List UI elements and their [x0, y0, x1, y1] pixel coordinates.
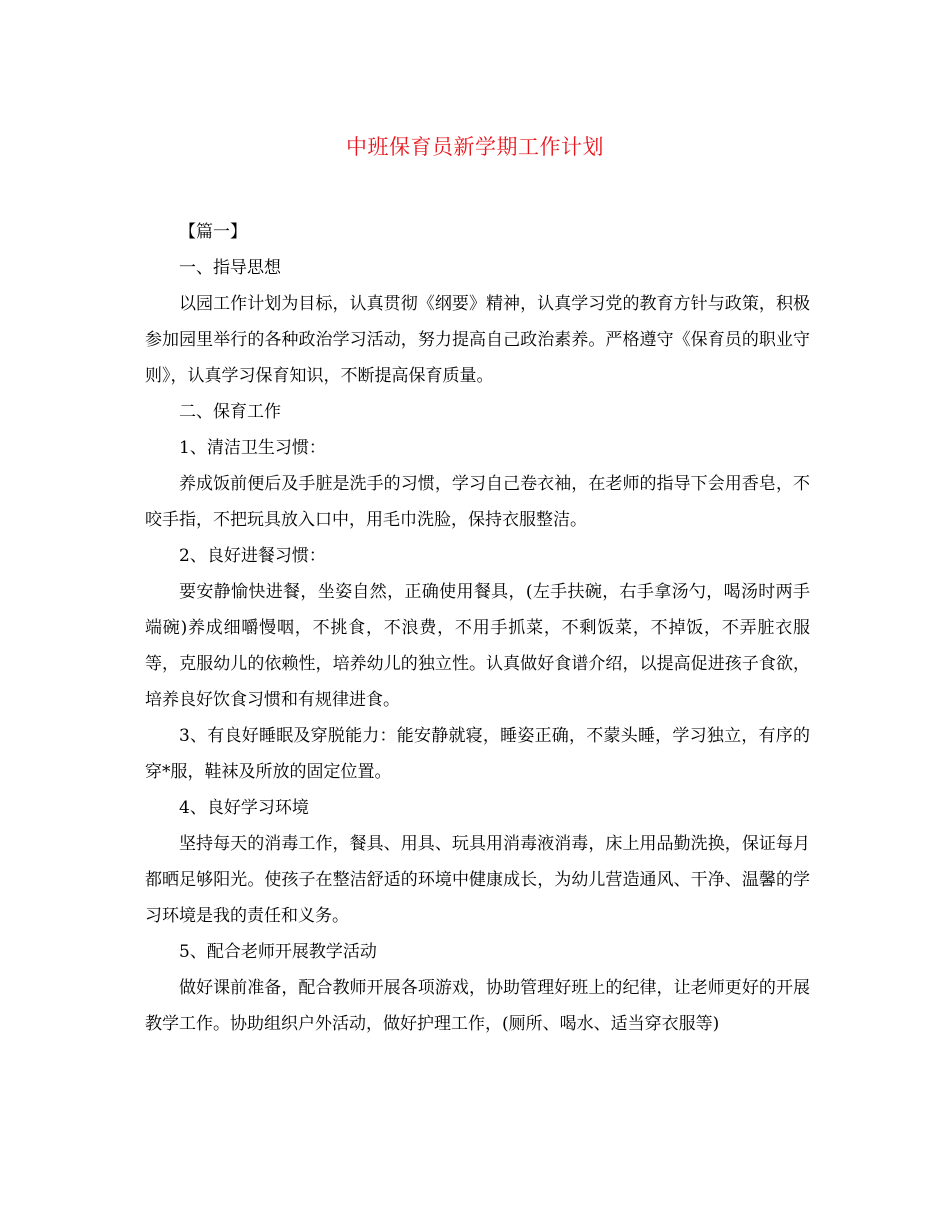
heading-guiding-thought: 一、指导思想: [179, 258, 281, 278]
subheading-eating: 2、良好进餐习惯：: [179, 546, 326, 566]
paragraph-guiding-thought: 以园工作计划为目标，认真贯彻《纲要》精神，认真学习党的教育方针与政策，积极参加园里举行的各种政治学习活动，努力提高自己政治素养。严格遵守《保育员的职业守则》，认真学习保育知识，不断提高保育质量。: [145, 294, 810, 386]
section-label: 【篇一】: [179, 222, 247, 242]
paragraph-environment: 坚持每天的消毒工作，餐具、用具、玩具用消毒液消毒，床上用品勤洗换，保证每月都晒足够阳光。使孩子在整洁舒适的环境中健康成长，为幼儿营造通风、干净、温馨的学习环境是我的责任和义务。: [145, 834, 810, 926]
paragraph-eating: 要安静愉快进餐，坐姿自然，正确使用餐具，(左手扶碗，右手拿汤勺，喝汤时两手端碗)养成细嚼慢咽，不挑食，不浪费，不用手抓菜，不剩饭菜，不掉饭，不弄脏衣服等，克服幼儿的依赖性，培养幼儿的独立性。认真做好食谱介绍，以提高促进孩子食欲，培养良好饮食习惯和有规律进食。: [145, 582, 810, 710]
subheading-environment: 4、良好学习环境: [179, 798, 309, 818]
paragraph-hygiene: 养成饭前便后及手脏是洗手的习惯，学习自己卷衣袖，在老师的指导下会用香皂，不咬手指，不把玩具放入口中，用毛巾洗脸，保持衣服整洁。: [145, 474, 810, 530]
paragraph-teaching: 做好课前准备，配合教师开展各项游戏，协助管理好班上的纪律，让老师更好的开展教学工作。协助组织户外活动，做好护理工作，(厕所、喝水、适当穿衣服等): [145, 978, 810, 1034]
heading-care-work: 二、保育工作: [179, 402, 281, 422]
subheading-hygiene: 1、清洁卫生习惯：: [179, 438, 326, 458]
subheading-teaching: 5、配合老师开展教学活动: [179, 942, 377, 962]
paragraph-sleep: 3、有良好睡眠及穿脱能力：能安静就寝，睡姿正确，不蒙头睡，学习独立，有序的穿*服，鞋袜及所放的固定位置。: [145, 726, 810, 782]
document-body: [145, 214, 810, 1042]
document-title: 中班保育员新学期工作计划: [346, 135, 604, 159]
